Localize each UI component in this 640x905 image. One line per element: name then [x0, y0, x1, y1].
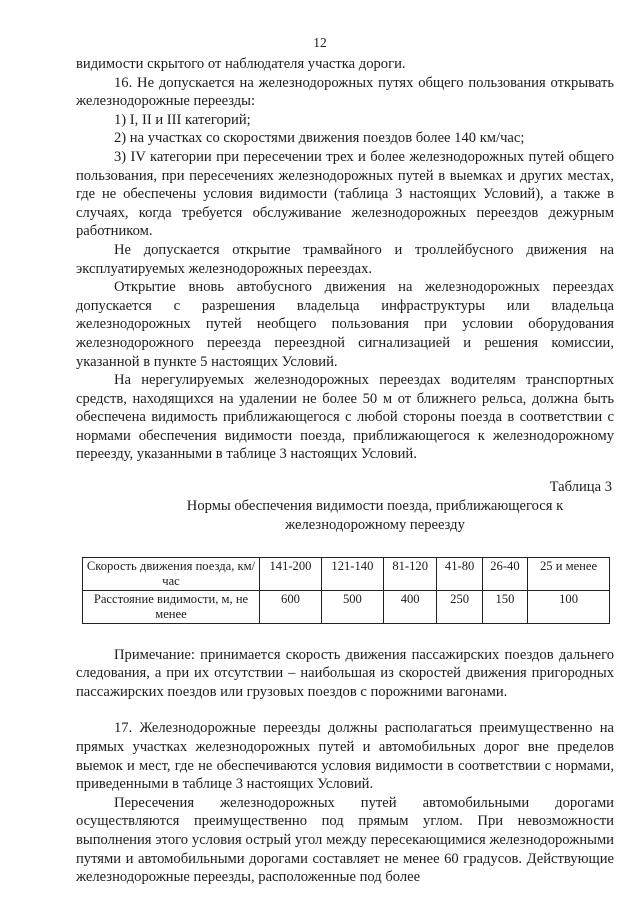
speed-cell: 141-200	[260, 557, 322, 590]
speed-cell: 121-140	[321, 557, 383, 590]
table-note: Примечание: принимается скорость движения пассажирских поездов дальнего следования, а при их отсутствии – наибольшая из скоростей движения пригородных пассажирских поездов или грузовых поездов с порожними вагонами.	[76, 646, 614, 700]
paragraph: видимости скрытого от наблюдателя участка дороги.	[76, 56, 406, 72]
speed-cell: 26-40	[482, 557, 527, 590]
paragraph: Не допускается открытие трамвайного и троллейбусного движения на эксплуатируемых железнодорожных переездах.	[76, 241, 614, 277]
list-item: 3) IV категории при пересечении трех и более железнодорожных путей общего пользования, при пересечениях железнодорожных путей в выемках и других местах, где не обеспечены условия видимости (таблица 3 настоящих Условий), а также в случаях, когда требуется обслуживание железнодорожных переездов дежурным работником.	[76, 148, 614, 240]
paragraph: Пересечения железнодорожных путей автомобильными дорогами осуществляются преимущественно под прямым углом. При невозможности выполнения этого условия острый угол между пересекающимися железнодорожными путями и автомобильными дорогами составляет не менее 60 градусов. Действующие железнодорожные переезды, расположенные под более	[76, 794, 614, 886]
distance-cell: 500	[321, 590, 383, 623]
table-title-line-1: Нормы обеспечения видимости поезда, приближающегося к	[186, 497, 564, 514]
paragraph: На нерегулируемых железнодорожных переездах водителям транспортных средств, находящихся на удалении не более 50 м от ближнего рельса, должна быть обеспечена видимость приближающегося с любой стороны поезда в соответствии с нормами обеспечения видимости поезда, приближающегося к железнодорожному переезду, указанными в таблице 3 настоящих Условий.	[76, 372, 614, 463]
distance-cell: 150	[482, 590, 527, 623]
page-number: 12	[313, 35, 327, 50]
table-number: Таблица 3	[549, 479, 612, 496]
distance-cell: 600	[260, 590, 322, 623]
speed-cell: 25 и менее	[528, 557, 610, 590]
table-row	[83, 557, 610, 590]
paragraph: 17. Железнодорожные переезды должны располагаться преимущественно на прямых участках железнодорожных путей и автомобильных дорог вне пределов выемок и мест, где не обеспечиваются условия видимости в соответствии с нормами, приведенными в таблице 3 настоящих Условий.	[76, 720, 614, 793]
list-item: 2) на участках со скоростями движения поездов более 140 км/час;	[114, 130, 525, 147]
row-label-speed: Скорость движения поезда, км/час	[83, 557, 260, 590]
spacer	[76, 701, 614, 719]
document-body	[76, 55, 614, 887]
paragraph: 16. Не допускается на железнодорожных путях общего пользования открывать железнодорожные переезды:	[76, 74, 614, 110]
list-item: 1) I, II и III категорий;	[114, 111, 251, 128]
speed-cell: 81-120	[383, 557, 437, 590]
distance-cell: 100	[528, 590, 610, 623]
speed-cell: 41-80	[437, 557, 482, 590]
spacer	[76, 464, 614, 478]
distance-cell: 250	[437, 590, 482, 623]
table-title-line-2: железнодорожному переезду	[285, 516, 465, 533]
paragraph: Открытие вновь автобусного движения на железнодорожных переездах допускается с разрешения владельца инфраструктуры или владельца железнодорожных путей необщего пользования при условии оборудования железнодорожного переезда переездной сигнализацией и решения комиссии, указанной в пункте 5 настоящих Условий.	[76, 279, 614, 370]
row-label-distance: Расстояние видимости, м, не менее	[83, 590, 260, 623]
distance-cell: 400	[383, 590, 437, 623]
visibility-norms-table	[82, 557, 610, 624]
table-row	[83, 590, 610, 623]
